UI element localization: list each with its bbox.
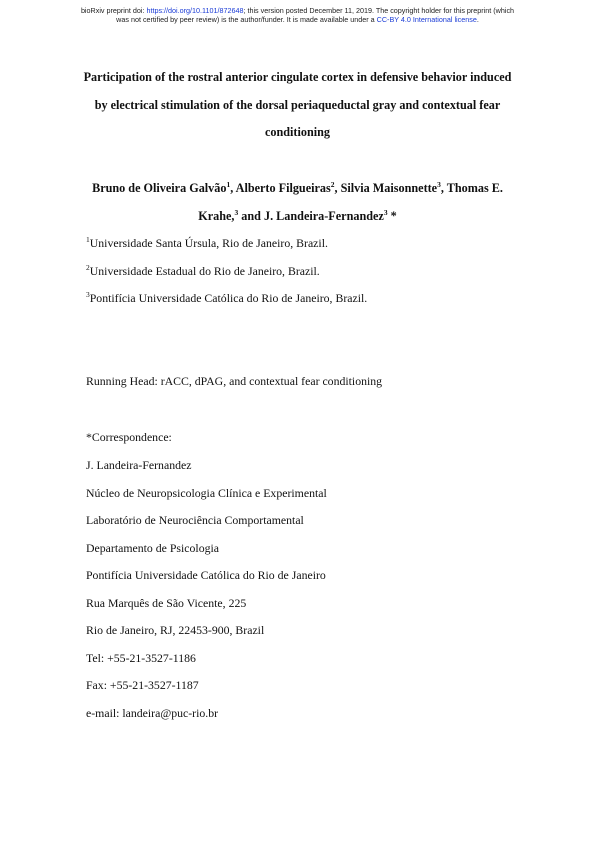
affiliation-marker: 2 xyxy=(330,179,335,189)
paper-title xyxy=(70,64,525,147)
title-line-2: by electrical stimulation of the dorsal periaqueductal gray and contextual fear xyxy=(94,97,501,112)
affiliation-text: Universidade Santa Úrsula, Rio de Janeiro, Brazil. xyxy=(89,236,328,250)
separator: , xyxy=(230,181,236,195)
affiliation-2 xyxy=(86,264,320,279)
phone-number: Tel: +55-21-3527-1186 xyxy=(86,651,196,665)
correspondence-line: Pontifícia Universidade Católica do Rio de Janeiro xyxy=(86,568,326,582)
banner-line-1 xyxy=(20,6,575,15)
correspondence-line: Núcleo de Neuropsicologia Clínica e Experimental xyxy=(86,486,327,500)
author-name: Silvia Maisonnette xyxy=(340,181,438,195)
author-name: J. Landeira-Fernandez xyxy=(263,208,384,223)
author-list xyxy=(72,175,523,230)
affiliation-marker: 3 xyxy=(234,207,239,217)
separator: and xyxy=(238,208,264,223)
affiliation-marker: 3 xyxy=(437,179,441,189)
correspondence-line: Rua Marquês de São Vicente, 225 xyxy=(86,596,247,610)
running-head: Running Head: rACC, dPAG, and contextual fear conditioning xyxy=(86,374,383,388)
correspondence-line: Laboratório de Neurociência Comportamental xyxy=(86,513,304,527)
affiliation-3 xyxy=(86,291,367,306)
separator: , xyxy=(440,181,447,195)
correspondence-heading: *Correspondence: xyxy=(86,430,172,444)
banner-text: bioRxiv preprint doi: xyxy=(80,6,147,15)
affiliation-text: Pontifícia Universidade Católica do Rio de Janeiro, Brazil. xyxy=(89,291,368,305)
preprint-banner xyxy=(20,6,575,24)
banner-text: ; this version posted December 11, 2019. The copyright holder for this preprint (which xyxy=(243,6,515,15)
affiliation-marker: 1 xyxy=(226,179,231,189)
corresponding-mark: * xyxy=(387,208,397,223)
banner-text: was not certified by peer review) is the author/funder. It is made available under a xyxy=(116,15,377,24)
affiliation-marker: 3 xyxy=(383,207,388,217)
affiliation-number: 2 xyxy=(86,263,90,273)
affiliation-number: 3 xyxy=(86,290,90,300)
separator: , xyxy=(334,181,341,195)
affiliation-text: Universidade Estadual do Rio de Janeiro, Brazil. xyxy=(89,264,320,278)
correspondence-line: Departamento de Psicologia xyxy=(86,541,220,555)
banner-text: . xyxy=(476,15,479,24)
title-line-1: Participation of the rostral anterior cingulate cortex in defensive behavior induced xyxy=(83,70,512,84)
email-address: e-mail: landeira@puc-rio.br xyxy=(86,706,219,720)
author-name: Alberto Filgueiras xyxy=(235,181,331,195)
affiliation-number: 1 xyxy=(86,235,90,245)
banner-line-2 xyxy=(20,15,575,24)
doi-link[interactable]: https://doi.org/10.1101/872648 xyxy=(146,6,244,15)
affiliation-1 xyxy=(86,236,328,251)
fax-number: Fax: +55-21-3527-1187 xyxy=(86,678,199,692)
title-line-3: conditioning xyxy=(264,125,331,139)
author-name: Thomas E. Krahe, xyxy=(198,181,503,223)
author-name: Bruno de Oliveira Galvão xyxy=(92,181,227,195)
license-link[interactable]: CC-BY 4.0 International license xyxy=(376,15,477,24)
correspondence-line: J. Landeira-Fernandez xyxy=(86,458,192,472)
correspondence-line: Rio de Janeiro, RJ, 22453-900, Brazil xyxy=(86,623,265,637)
